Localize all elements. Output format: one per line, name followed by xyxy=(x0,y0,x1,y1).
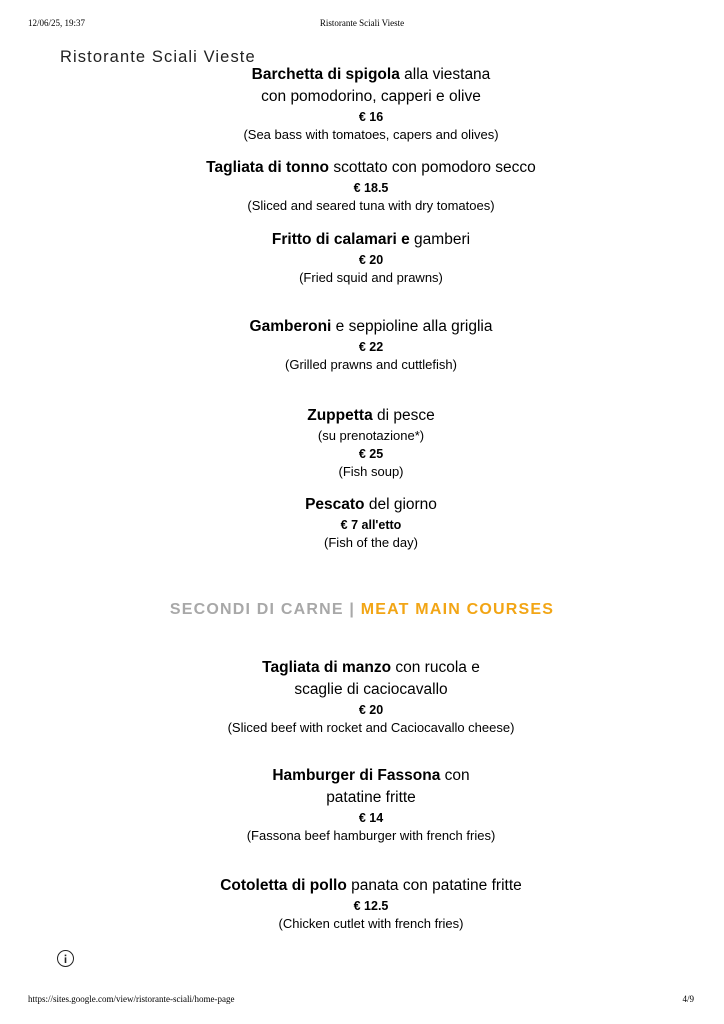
print-header xyxy=(0,18,724,30)
menu-item-barchetta-di-spigola xyxy=(0,64,724,144)
dish-english: (Fish of the day) xyxy=(324,535,418,550)
menu-item-pescato-del-giorno xyxy=(0,494,724,552)
dish-english: (Fish soup) xyxy=(338,464,404,479)
dish-english: (Sliced and seared tuna with dry tomatoes) xyxy=(247,198,495,213)
dish-price: € 18.5 xyxy=(353,181,389,195)
dish-price: € 7 all'etto xyxy=(340,518,402,532)
dish-name: Gamberoni e seppioline alla griglia xyxy=(249,318,493,335)
dish-price: € 22 xyxy=(358,340,384,354)
print-page-number: 4/9 xyxy=(682,994,694,1004)
dish-english: (Sea bass with tomatoes, capers and olives) xyxy=(243,127,499,142)
menu-item-tagliata-di-manzo xyxy=(0,657,724,737)
dish-price: € 12.5 xyxy=(353,899,389,913)
dish-english: (Sliced beef with rocket and Caciocavallo cheese) xyxy=(227,720,515,735)
dish-price: € 20 xyxy=(358,703,384,717)
print-datetime: 12/06/25, 19:37 xyxy=(28,18,86,28)
print-title: Ristorante Sciali Vieste xyxy=(319,18,405,28)
dish-name: Tagliata di manzo con rucola e xyxy=(262,659,480,676)
dish-name: Barchetta di spigola alla viestana xyxy=(251,66,491,83)
dish-name: Hamburger di Fassona con xyxy=(272,767,470,784)
dish-price: € 25 xyxy=(358,447,384,461)
dish-name: Cotoletta di pollo panata con patatine fritte xyxy=(220,877,522,894)
dish-name: Tagliata di tonno scottato con pomodoro secco xyxy=(206,159,536,176)
dish-price: € 14 xyxy=(358,811,384,825)
menu-item-gamberoni xyxy=(0,316,724,374)
dish-name: Zuppetta di pesce xyxy=(307,407,435,424)
section-heading-english: MEAT MAIN COURSES xyxy=(360,601,555,618)
menu-item-zuppetta-di-pesce xyxy=(0,405,724,481)
dish-price: € 20 xyxy=(358,253,384,267)
menu-item-fritto-di-calamari xyxy=(0,229,724,287)
section-heading-meat xyxy=(0,601,724,619)
dish-english: (Fried squid and prawns) xyxy=(299,270,443,285)
dish-name-line2: scaglie di caciocavallo xyxy=(294,681,448,698)
menu-item-hamburger-di-fassona xyxy=(0,765,724,845)
section-heading-italian: SECONDI DI CARNE xyxy=(169,601,344,618)
print-url: https://sites.google.com/view/ristorante-sciali/home-page xyxy=(28,994,235,1004)
dish-price: € 16 xyxy=(358,110,384,124)
menu-item-tagliata-di-tonno xyxy=(0,157,724,215)
print-footer xyxy=(0,994,724,1006)
dish-name: Fritto di calamari e gamberi xyxy=(271,231,471,248)
dish-english: (Chicken cutlet with french fries) xyxy=(278,916,464,931)
info-icon[interactable] xyxy=(57,950,74,967)
dish-name-line2: con pomodorino, capperi e olive xyxy=(261,88,481,105)
dish-english: (Grilled prawns and cuttlefish) xyxy=(285,357,457,372)
menu-item-cotoletta-di-pollo xyxy=(0,875,724,933)
site-title[interactable]: Ristorante Sciali Vieste xyxy=(60,48,256,66)
dish-name-line2: patatine fritte xyxy=(326,789,416,806)
dish-note: (su prenotazione*) xyxy=(317,428,425,443)
info-glyph-icon xyxy=(61,954,70,964)
dish-name: Pescato del giorno xyxy=(305,496,437,513)
dish-english: (Fassona beef hamburger with french fries) xyxy=(246,828,496,843)
section-heading-separator: | xyxy=(343,601,361,618)
